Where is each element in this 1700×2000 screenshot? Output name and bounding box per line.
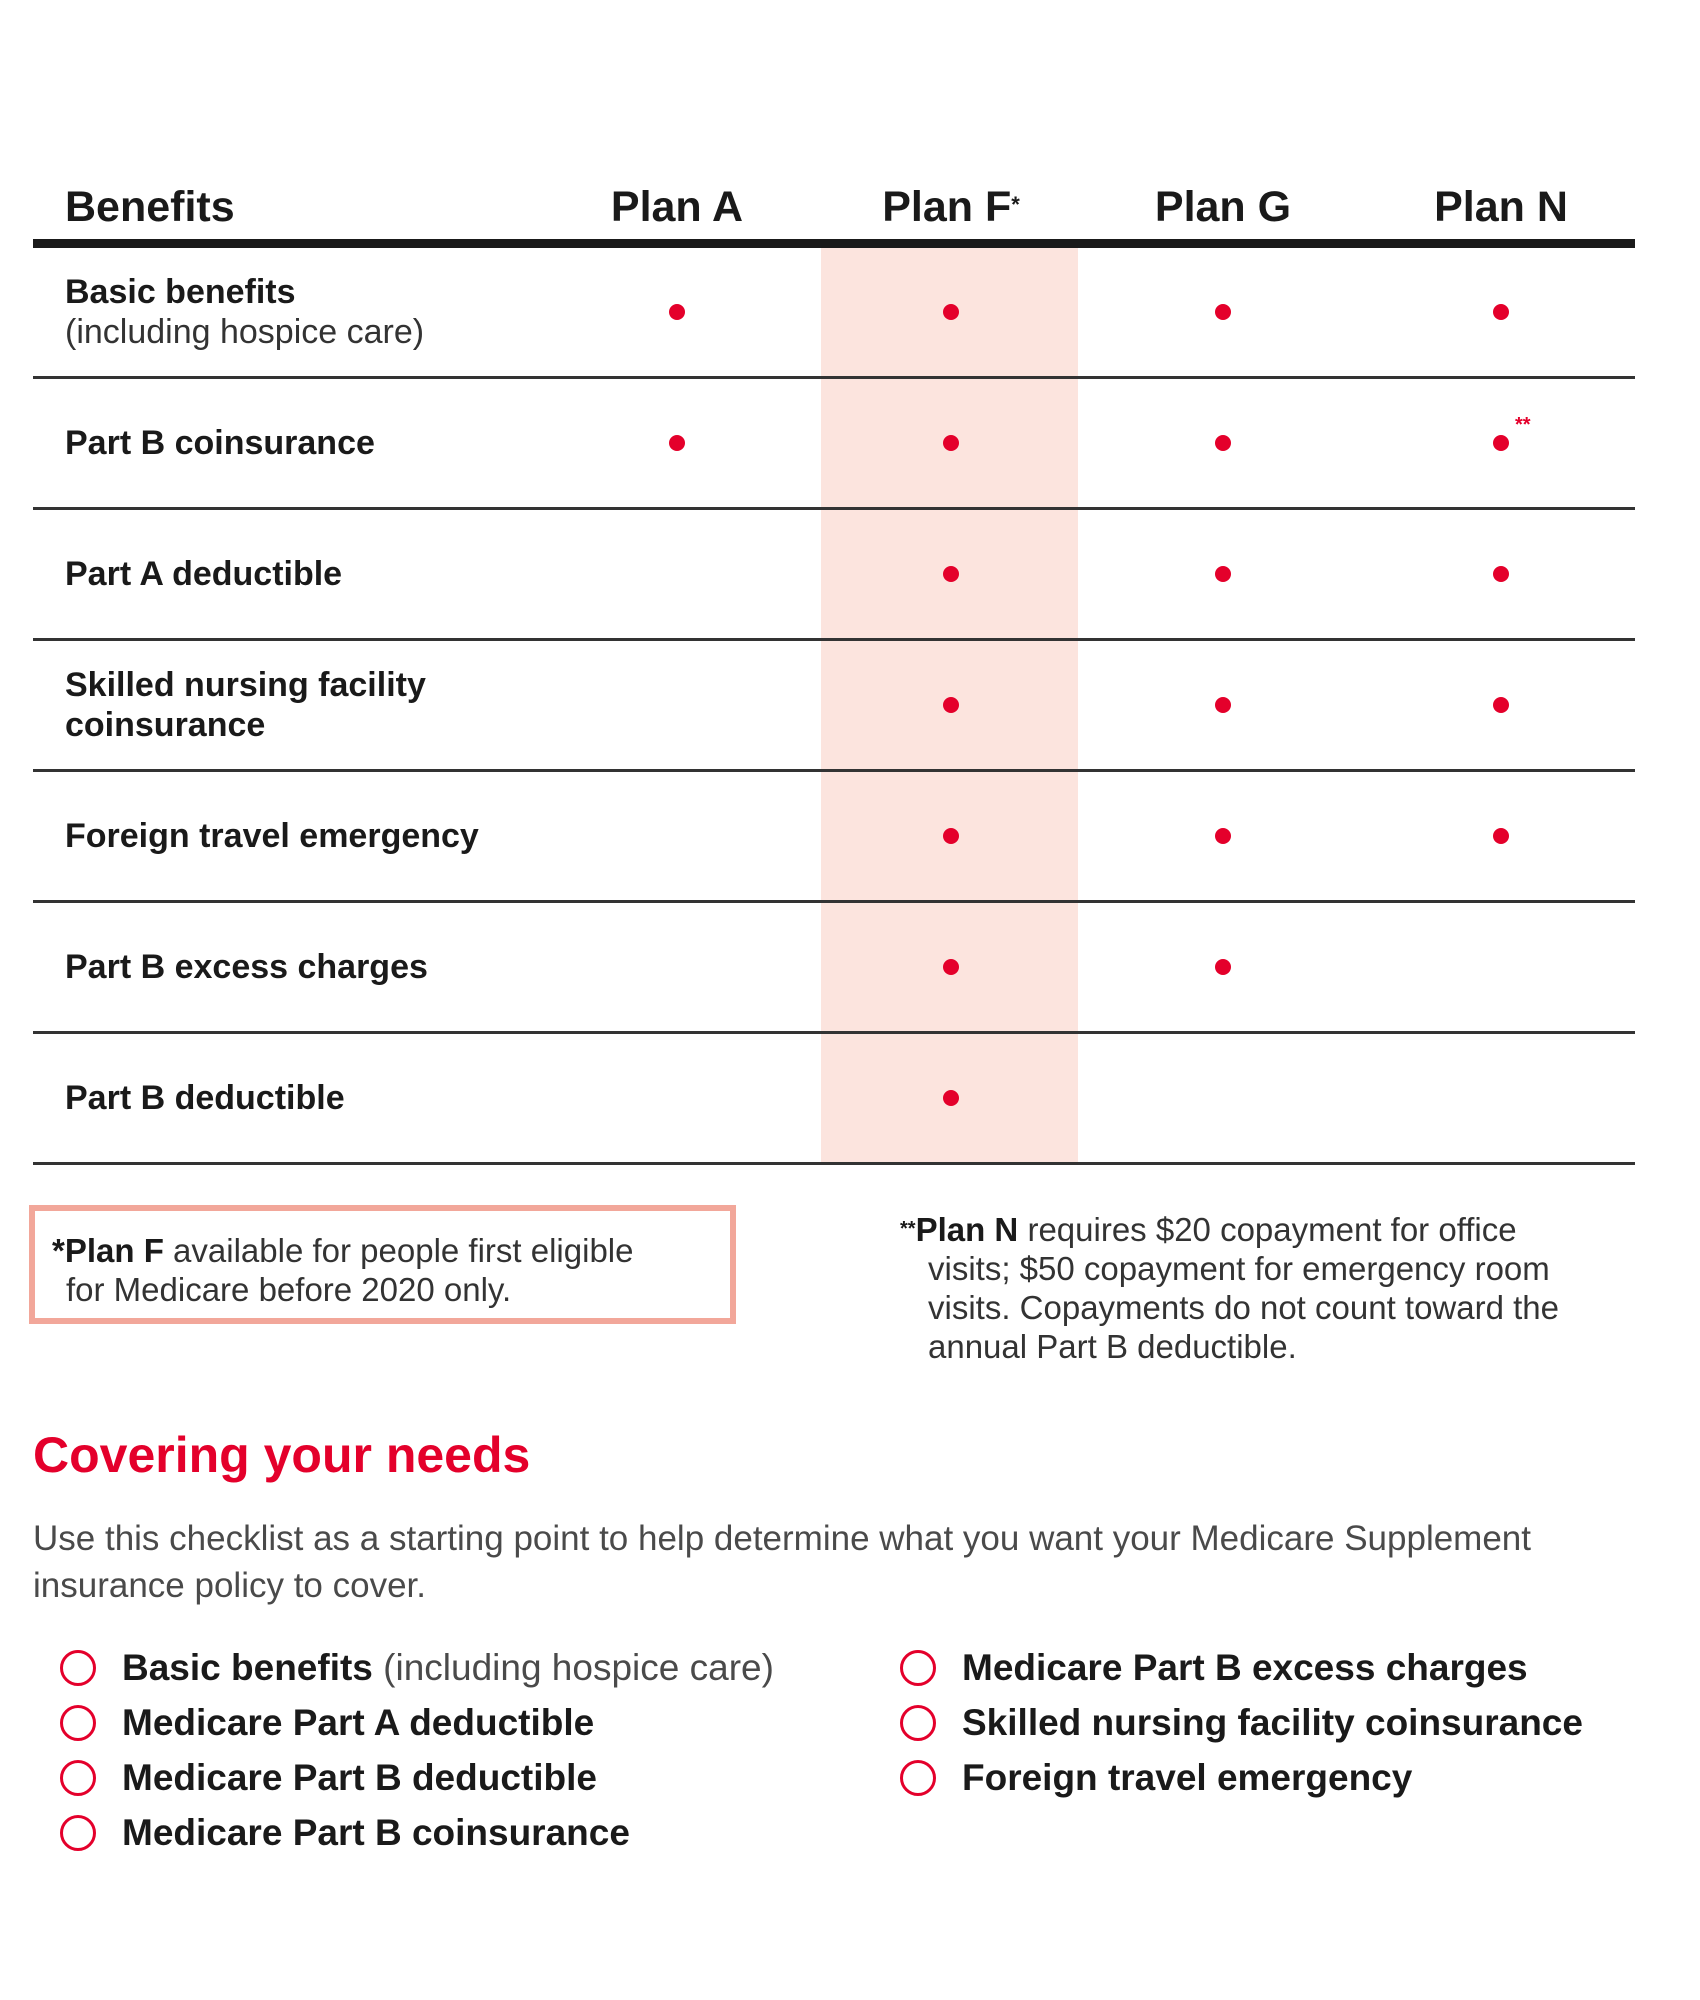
included-dot-icon [943, 304, 959, 320]
radio-button[interactable] [900, 1760, 936, 1796]
benefit-label: Basic benefits (including hospice care) [65, 273, 425, 351]
coverage-cell [821, 510, 1081, 638]
radio-button[interactable] [60, 1650, 96, 1686]
coverage-cell [1093, 379, 1353, 507]
coverage-cell [1093, 772, 1353, 900]
coverage-cell [821, 772, 1081, 900]
checklist-left [60, 1640, 774, 1860]
table-row [33, 903, 1635, 1034]
coverage-cell [1371, 510, 1631, 638]
included-dot-icon [943, 828, 959, 844]
included-dot-icon [1493, 414, 1531, 451]
radio-button[interactable] [900, 1650, 936, 1686]
included-dot-icon [943, 1090, 959, 1106]
section-title: Covering your needs [33, 1427, 531, 1483]
coverage-cell [821, 379, 1081, 507]
checklist-right [900, 1640, 1583, 1805]
checklist-item[interactable]: Medicare Part A deductible [60, 1695, 774, 1750]
included-dot-icon [943, 959, 959, 975]
header-plan-g: Plan G [1154, 183, 1292, 231]
included-dot-icon [1493, 304, 1509, 320]
footnote-marker: ** [1515, 414, 1531, 436]
coverage-cell [1093, 641, 1353, 769]
checklist-item[interactable]: Skilled nursing facility coinsurance [900, 1695, 1583, 1750]
included-dot-icon [669, 435, 685, 451]
table-row [33, 772, 1635, 903]
plan-f-footnote: *Plan F available for people first eligible for Medicare before 2020 only. [29, 1205, 736, 1324]
included-dot-icon [1215, 697, 1231, 713]
benefit-label: Part B deductible [65, 1079, 345, 1117]
included-dot-icon [1215, 828, 1231, 844]
coverage-cell [1093, 903, 1353, 1031]
checklist-item[interactable]: Basic benefits (including hospice care) [60, 1640, 774, 1695]
table-row [33, 510, 1635, 641]
table-row [33, 379, 1635, 510]
coverage-cell [1093, 248, 1353, 376]
coverage-cell [1371, 641, 1631, 769]
header-plan-a: Plan A [610, 183, 744, 231]
header-plan-f: Plan F* [882, 183, 1020, 231]
table-row [33, 248, 1635, 379]
checklist-item[interactable]: Medicare Part B deductible [60, 1750, 774, 1805]
benefit-label: Skilled nursing facility coinsurance [65, 666, 426, 744]
plan-n-footnote: **Plan N requires $20 copayment for office visits; $50 copayment for emergency room visits. Copayments do not count toward the annual Part B deductible. [900, 1211, 1559, 1365]
included-dot-icon [669, 304, 685, 320]
coverage-cell [821, 248, 1081, 376]
included-dot-icon [943, 697, 959, 713]
coverage-cell [1371, 772, 1631, 900]
benefit-label: Part B excess charges [65, 948, 428, 986]
included-dot-icon [1215, 566, 1231, 582]
radio-button[interactable] [60, 1760, 96, 1796]
coverage-cell [547, 248, 807, 376]
intro-text: Use this checklist as a starting point to help determine what you want your Medicare Supplement insurance policy to cover. [33, 1519, 1531, 1605]
checklist-item[interactable]: Foreign travel emergency [900, 1750, 1583, 1805]
included-dot-icon [943, 435, 959, 451]
included-dot-icon [1493, 828, 1509, 844]
table-row [33, 641, 1635, 772]
coverage-cell [821, 641, 1081, 769]
coverage-cell [1093, 510, 1353, 638]
included-dot-icon [1215, 959, 1231, 975]
table-row [33, 1034, 1635, 1165]
header-plan-n: Plan N [1434, 183, 1568, 231]
included-dot-icon [1493, 697, 1509, 713]
benefit-label: Foreign travel emergency [65, 817, 479, 855]
coverage-cell [547, 379, 807, 507]
checklist-item[interactable]: Medicare Part B excess charges [900, 1640, 1583, 1695]
included-dot-icon [1493, 566, 1509, 582]
included-dot-icon [1215, 304, 1231, 320]
table-header [33, 178, 1635, 248]
radio-button[interactable] [60, 1705, 96, 1741]
benefit-label: Part A deductible [65, 555, 343, 593]
included-dot-icon [943, 566, 959, 582]
coverage-cell [821, 903, 1081, 1031]
benefit-label: Part B coinsurance [65, 424, 375, 462]
checklist-item[interactable]: Medicare Part B coinsurance [60, 1805, 774, 1860]
radio-button[interactable] [900, 1705, 936, 1741]
coverage-cell [1371, 379, 1631, 507]
header-benefits: Benefits [65, 183, 235, 231]
coverage-cell [821, 1034, 1081, 1162]
radio-button[interactable] [60, 1815, 96, 1851]
included-dot-icon [1215, 435, 1231, 451]
coverage-cell [1371, 248, 1631, 376]
